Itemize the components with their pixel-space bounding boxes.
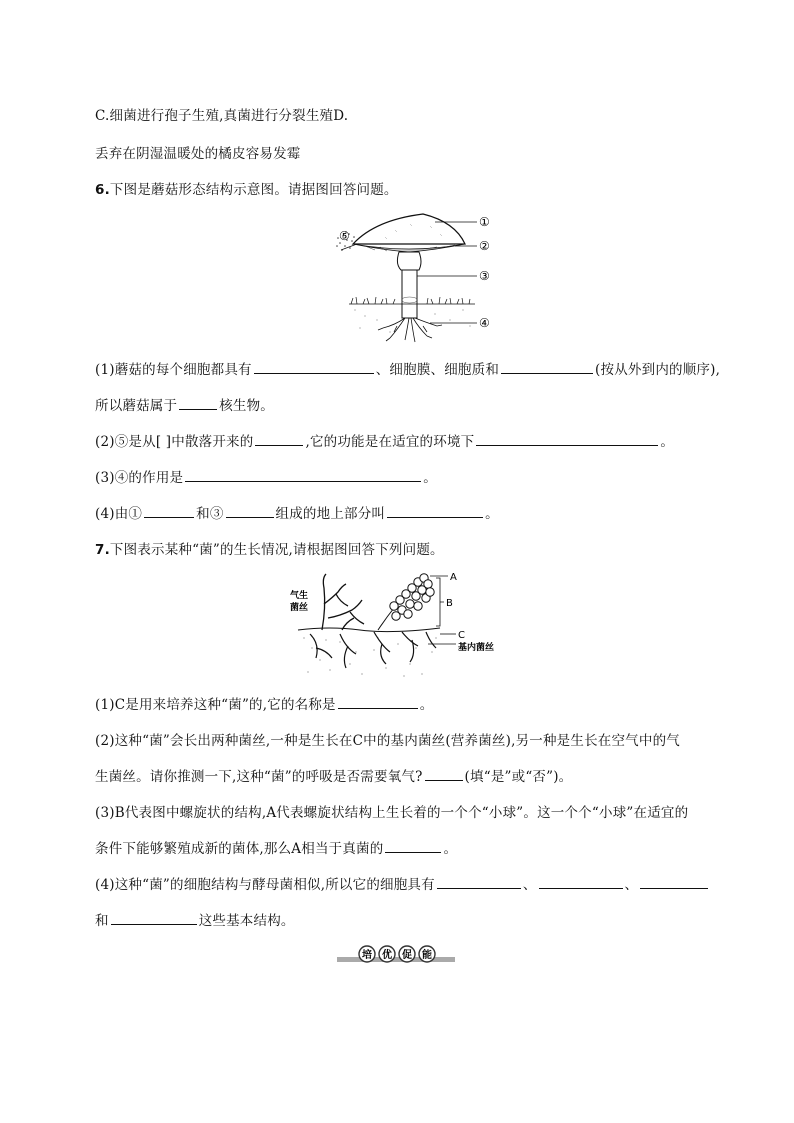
blank-nucleus[interactable] — [501, 361, 593, 374]
q6-part1-line1 — [95, 358, 720, 378]
q7-part1 — [95, 693, 433, 713]
q7-1b: 。 — [419, 697, 434, 713]
q6-4c: 组成的地上部分叫 — [275, 506, 386, 522]
q6-1e: 核生物。 — [219, 398, 275, 414]
mushroom-ring — [397, 252, 421, 270]
q7-part4-line1 — [95, 873, 710, 893]
q7-part2-line1: (2)这种“菌”会长出两种菌丝,一种是生长在C中的基内菌丝(营养菌丝),另一种是生长在空气中的气 — [95, 733, 680, 749]
q6-2b: ,它的功能是在适宜的环境下 — [305, 434, 475, 450]
q7-4b: 、 — [522, 877, 537, 893]
blank-structure-1[interactable] — [437, 876, 521, 889]
blank-spore[interactable] — [255, 433, 303, 446]
blank-medium-name[interactable] — [338, 696, 418, 709]
mushroom-cap — [353, 214, 465, 244]
blank-structure-4[interactable] — [111, 912, 197, 925]
blank-eukaryote[interactable] — [179, 397, 217, 410]
q6-part1-line2 — [95, 394, 274, 414]
label-3: ③ — [479, 269, 490, 283]
culture-medium — [298, 630, 440, 678]
banner-char-4: 能 — [422, 950, 432, 961]
q7-part3-line2 — [95, 837, 457, 857]
banner-char-3: 促 — [402, 950, 412, 961]
q6-1c: (按从外到内的顺序), — [595, 362, 721, 378]
q7-3b: 条件下能够繁殖成新的菌体,那么A相当于真菌的 — [95, 841, 384, 857]
q6-4b: 和③ — [196, 506, 224, 522]
q7-4a: (4)这种“菌”的细胞结构与酵母菌相似,所以它的细胞具有 — [95, 877, 435, 893]
label-1: ① — [479, 215, 490, 229]
q7-2b: 生菌丝。请你推测一下,这种“菌”的呼吸是否需要氧气? — [95, 769, 423, 785]
section-banner — [337, 943, 455, 965]
spore-chain — [378, 574, 434, 630]
blank-stalk[interactable] — [226, 505, 274, 518]
banner-char-2: 优 — [382, 950, 392, 961]
q7-4e: 这些基本结构。 — [198, 913, 295, 929]
q7-2c: (填“是”或“否”)。 — [464, 769, 573, 785]
blank-cell-wall[interactable] — [254, 361, 374, 374]
blank-oxygen[interactable] — [425, 768, 463, 781]
q7-title — [95, 538, 444, 558]
blank-cap[interactable] — [144, 505, 194, 518]
blank-structure-3[interactable] — [640, 876, 708, 889]
label-c: C — [458, 630, 465, 641]
q6-3b: 。 — [423, 470, 437, 486]
q7-1a: (1)C是用来培养这种“菌”的,它的名称是 — [95, 697, 336, 713]
q6-1b: 、细胞膜、细胞质和 — [375, 362, 500, 378]
label-b: B — [446, 598, 453, 609]
q6-1d: 所以蘑菇属于 — [95, 398, 178, 414]
blank-structure-2[interactable] — [539, 876, 623, 889]
q6-3a: (3)④的作用是 — [95, 470, 184, 486]
q6-part2 — [95, 430, 674, 450]
aerial-hyphae — [322, 574, 364, 630]
label-a: A — [450, 572, 457, 583]
q7-part3-line1: (3)B代表图中螺旋状的结构,A代表螺旋状结构上生长着的一个个“小球”。这一个个“小球”在适宜的 — [95, 805, 689, 821]
blank-spore-equivalent[interactable] — [385, 840, 441, 853]
q7-number: 7. — [95, 542, 110, 558]
label-aerial-2: 菌丝 — [290, 603, 309, 613]
label-aerial-1: 气生 — [290, 591, 309, 601]
mushroom-stalk — [402, 270, 417, 318]
q6-title — [95, 178, 398, 198]
q7-4d: 和 — [95, 913, 109, 929]
label-substrate-hyphae: 基内菌丝 — [458, 643, 495, 653]
q6-part4 — [95, 502, 499, 522]
q6-4a: (4)由① — [95, 506, 143, 522]
mushroom-mycelium — [378, 318, 442, 342]
q7-title-text: 下图表示某种“菌”的生长情况,请根据图回答下列问题。 — [109, 542, 444, 558]
banner-char-1: 培 — [362, 950, 372, 961]
q7-part2-line2 — [95, 765, 572, 785]
label-5: ⑤ — [339, 229, 350, 243]
q7-part4-line2 — [95, 909, 295, 929]
mushroom-figure — [335, 210, 495, 345]
q7-4c: 、 — [624, 877, 639, 893]
option-c-d-text: C.细菌进行孢子生殖,真菌进行分裂生殖D. — [95, 108, 349, 124]
blank-fruiting-body[interactable] — [387, 505, 483, 518]
q6-1a: (1)蘑菇的每个细胞都具有 — [95, 362, 252, 378]
label-4: ④ — [479, 316, 490, 330]
q6-2c: 。 — [660, 434, 675, 450]
blank-spore-function[interactable] — [476, 433, 658, 446]
q6-part3 — [95, 466, 437, 486]
q6-2a: (2)⑤是从[ ]中散落开来的 — [95, 434, 254, 450]
option-d-continued-text: 丢弃在阴湿温暖处的橘皮容易发霉 — [95, 146, 301, 162]
brace-b — [436, 578, 444, 626]
blank-mycelium-function[interactable] — [185, 469, 421, 482]
q6-number: 6. — [95, 182, 110, 198]
q6-4d: 。 — [485, 506, 499, 522]
fungus-growth-figure — [290, 568, 510, 683]
label-2: ② — [479, 239, 490, 253]
q6-title-text: 下图是蘑菇形态结构示意图。请据图回答问题。 — [109, 182, 398, 198]
q7-3c: 。 — [443, 841, 458, 857]
